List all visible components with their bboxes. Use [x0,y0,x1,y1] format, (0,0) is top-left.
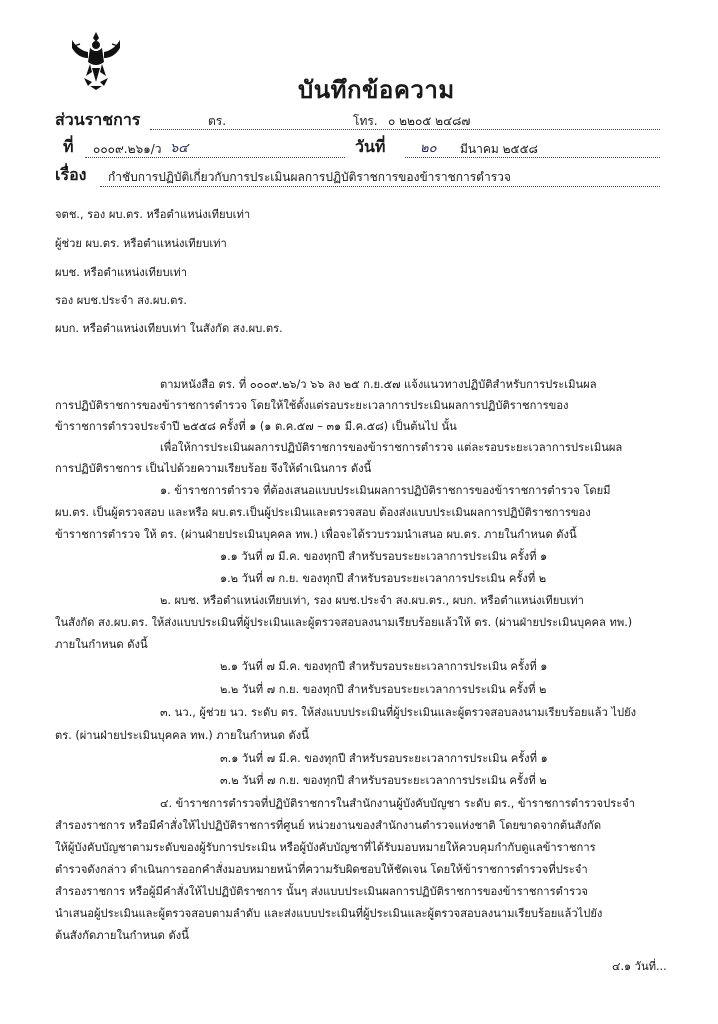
date-dotted-line [405,157,660,158]
recipient-line: ผบก. หรือตำแหน่งเทียบเท่า ในสังกัด สง.ผบ.ตร. [55,322,283,335]
body-line: ๑. ข้าราชการตำรวจ ที่ต้องเสนอแบบประเมินผลการปฏิบัติราชการของข้าราชการตำรวจ โดยมี [160,484,611,497]
body-line: ๒.๑ วันที่ ๗ มี.ค. ของทุกปี สำหรับรอบระยะเวลาการประเมิน ครั้งที่ ๑ [220,660,548,673]
body-line: ต้นสังกัดภายในกำหนด ดังนี้ [55,929,189,942]
body-line: การปฏิบัติราชการ เป็นไปด้วยความเรียบร้อย จึงให้ดำเนินการ ดังนี้ [55,462,372,475]
body-line: เพื่อให้การประเมินผลการปฏิบัติราชการของข้าราชการตำรวจ แต่ละรอบระยะเวลาการประเมินผล [160,441,623,454]
memo-title: บันทึกข้อความ [298,76,455,104]
body-line: นำเสนอผู้ประเมินและผู้ตรวจสอบตามลำดับ และส่งแบบประเมินที่ผู้ประเมินและผู้ตรวจสอบลงนามเรียบร้อยแล้วไปยัง [55,907,603,920]
body-line: ตร. (ผ่านฝ่ายประเมินบุคคล ทพ.) ภายในกำหนด ดังนี้ [55,729,309,742]
phone-label: โทร. [353,114,378,128]
body-line: ๓.๑ วันที่ ๗ มี.ค. ของทุกปี สำหรับรอบระยะเวลาการประเมิน ครั้งที่ ๑ [220,752,548,765]
body-line: สำรองราชการ หรือผู้มีคำสั่งให้ไปปฏิบัติราชการ นั้นๆ ส่งแบบประเมินผลการปฏิบัติราชการของข้าราชการตำรวจ [55,885,588,898]
phone-value: ๐ ๒๒๐๕ ๒๔๘๗ [388,114,471,128]
body-line: ภายในกำหนด ดังนี้ [55,638,148,651]
ref-handwritten: ๖๔ [170,141,189,156]
garuda-emblem-icon [70,30,122,90]
body-line: ตำรวจดังกล่าว ดำเนินการออกคำสั่งมอบหมายหน้าที่ความรับผิดชอบให้ชัดเจน โดยให้ข้าราชการตำรวจที่ประจำ [55,863,588,876]
recipient-line: ผู้ช่วย ผบ.ตร. หรือตำแหน่งเทียบเท่า [55,237,227,250]
body-line: ๓.๒ วันที่ ๗ ก.ย. ของทุกปี สำหรับรอบระยะเวลาการประเมิน ครั้งที่ ๒ [220,774,547,787]
body-line: ข้าราชการตำรวจประจำปี ๒๕๕๘ ครั้งที่ ๑ (๑ ต.ค.๕๗ – ๓๑ มี.ค.๕๘) เป็นต้นไป นั้น [55,420,457,433]
department-dotted-line [150,129,660,130]
body-line: ตามหนังสือ ตร. ที่ ๐๐๐๙.๒๖/ว ๖๖ ลง ๒๕ ก.ย.๕๗ แจ้งแนวทางปฏิบัติสำหรับการประเมินผล [160,378,597,391]
body-line: ๔. ข้าราชการตำรวจที่ปฏิบัติราชการในสำนักงานผู้บังคับบัญชา ระดับ ตร., ข้าราชการตำรวจประจำ [160,797,636,810]
date-value: มีนาคม ๒๕๕๘ [460,142,538,156]
ref-value: ๐๐๐๙.๒๖๑/ว [93,142,162,156]
subject-value: กำชับการปฏิบัติเกี่ยวกับการประเมินผลการปฏิบัติราชการของข้าราชการตำรวจ [108,170,511,184]
date-label: วันที่ [355,137,386,156]
body-line: ๒. ผบช. หรือตำแหน่งเทียบเท่า, รอง ผบช.ประจำ สง.ผบ.ตร., ผบก. หรือตำแหน่งเทียบเท่า [160,594,584,607]
body-line: ๓. นว., ผู้ช่วย นว. ระดับ ตร. ให้ส่งแบบประเมินที่ผู้ประเมินและผู้ตรวจสอบลงนามเรียบร้อยแล้ว ไปยัง [160,706,637,719]
department-label: ส่วนราชการ [55,110,141,129]
body-line: ผบ.ตร. เป็นผู้ตรวจสอบ และหรือ ผบ.ตร.เป็นผู้ประเมินและตรวจสอบ ต้องส่งแบบประเมินผลการปฏิบัติราชการของ [55,506,591,519]
date-handwritten: ๒๐ [420,141,437,156]
body-line: ๑.๑ วันที่ ๗ มี.ค. ของทุกปี สำหรับรอบระยะเวลาการประเมิน ครั้งที่ ๑ [220,550,548,563]
body-line: การปฏิบัติราชการของข้าราชการตำรวจ โดยให้ใช้ตั้งแต่รอบระยะเวลาการประเมินผลการปฏิบัติราชการของ [55,399,569,412]
subject-label: เรื่อง [55,165,87,184]
recipient-line: จตช., รอง ผบ.ตร. หรือตำแหน่งเทียบเท่า [55,208,251,221]
body-line: ข้าราชการตำรวจ ให้ ตร. (ผ่านฝ่ายประเมินบุคคล ทพ.) เพื่อจะได้รวบรวมนำเสนอ ผบ.ตร. ภายในกำหนด ดังนี้ [55,528,577,541]
body-line: สำรองราชการ หรือมีคำสั่งให้ไปปฏิบัติราชการที่ศูนย์ หน่วยงานของสำนักงานตำรวจแห่งชาติ โดยขาดจากต้นสังกัด [55,819,602,832]
subject-dotted-line [100,186,660,187]
body-line: ๒.๒ วันที่ ๗ ก.ย. ของทุกปี สำหรับรอบระยะเวลาการประเมิน ครั้งที่ ๒ [220,683,547,696]
body-line: ให้ผู้บังคับบัญชาตามระดับของผู้รับการประเมิน หรือผู้บังคับบัญชาที่ได้รับมอบหมายให้ควบคุมกำกับดูแลข้าราชการ [55,841,596,854]
ref-dotted-line [85,157,345,158]
body-line: ๑.๒ วันที่ ๗ ก.ย. ของทุกปี สำหรับรอบระยะเวลาการประเมิน ครั้งที่ ๒ [220,572,547,585]
recipient-line: รอง ผบช.ประจำ สง.ผบ.ตร. [55,294,187,307]
department-value: ตร. [208,114,227,128]
recipient-line: ผบช. หรือตำแหน่งเทียบเท่า [55,266,188,279]
body-line: ในสังกัด สง.ผบ.ตร. ให้ส่งแบบประเมินที่ผู้ประเมินและผู้ตรวจสอบลงนามเรียบร้อยแล้วให้ ตร. (ผ่านฝ่ายประเมินบุคคล ทพ.) [55,616,633,629]
continuation-text: ๔.๑ วันที่... [612,960,667,973]
ref-label: ที่ [63,137,74,156]
